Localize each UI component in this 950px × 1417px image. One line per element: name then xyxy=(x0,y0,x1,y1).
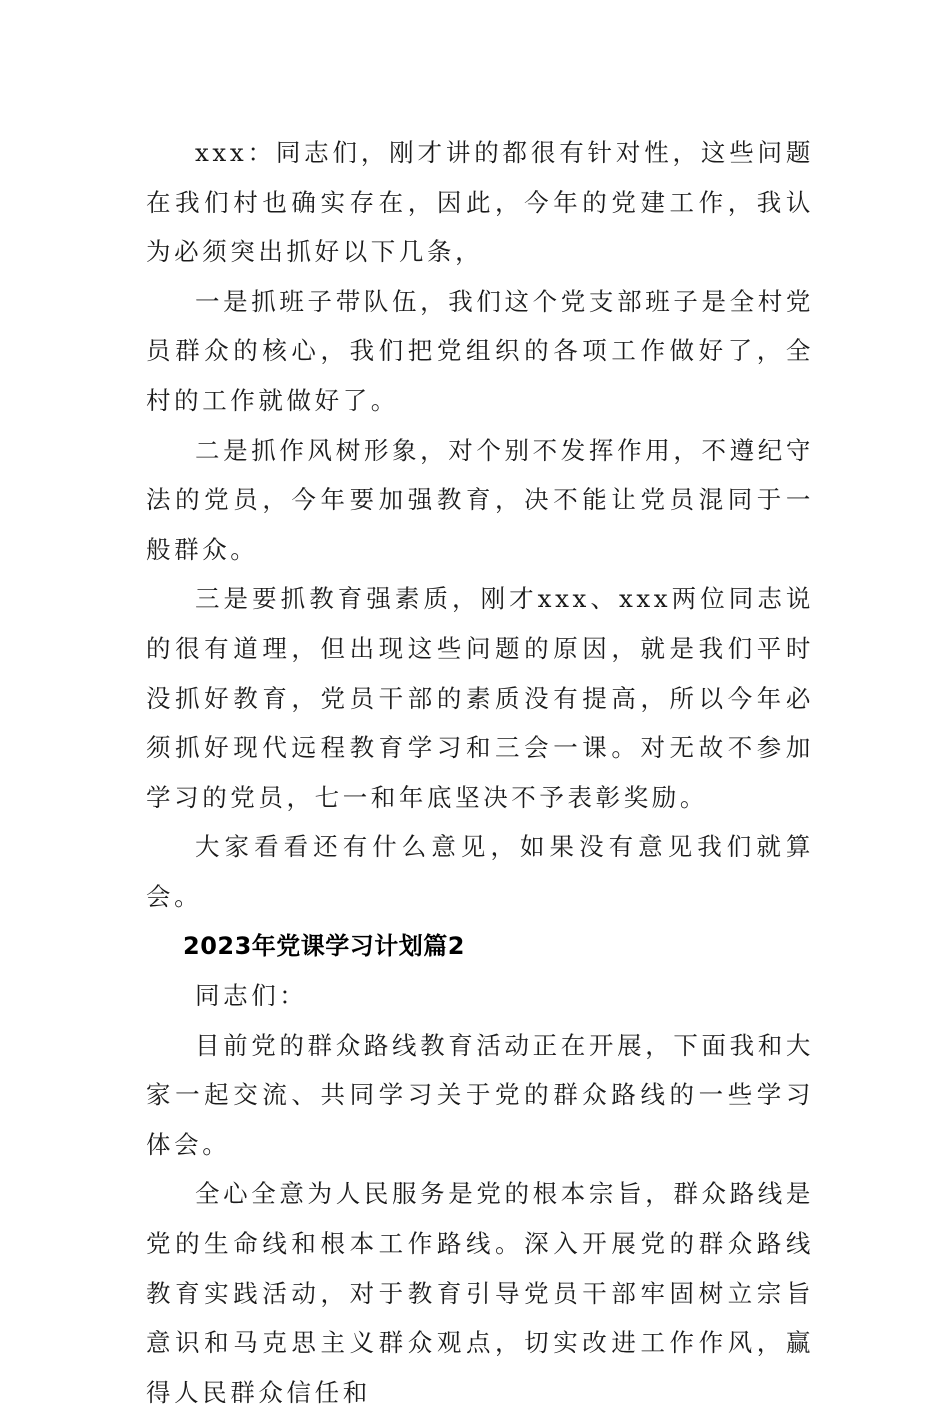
paragraph-salutation: 同志们： xyxy=(195,981,308,1011)
paragraph-closing: 大家看看还有什么意见，如果没有意见我们就算会。 xyxy=(146,832,814,911)
paragraph-purpose: 全心全意为人民服务是党的根本宗旨，群众路线是党的生命线和根本工作路线。深入开展党的群众路线教育实践活动，对于教育引导党员干部牢固树立宗旨意识和马克思主义群众观点，切实改进工作作风，赢得人民群众信任和 xyxy=(146,1179,814,1407)
paragraph-opening: 目前党的群众路线教育活动正在开展，下面我和大家一起交流、共同学习关于党的群众路线的一些学习体会。 xyxy=(146,1030,814,1159)
paragraph-point-two: 二是抓作风树形象，对个别不发挥作用，不遵纪守法的党员，今年要加强教育，决不能让党员混同于一般群众。 xyxy=(146,435,814,564)
paragraph-speech-intro: xxx：同志们，刚才讲的都很有针对性，这些问题在我们村也确实存在，因此，今年的党建工作，我认为必须突出抓好以下几条， xyxy=(146,138,814,267)
paragraph-point-three: 三是要抓教育强素质，刚才xxx、xxx两位同志说的很有道理，但出现这些问题的原因，就是我们平时没抓好教育，党员干部的素质没有提高，所以今年必须抓好现代远程教育学习和三会一课。对无故不参加学习的党员，七一和年底坚决不予表彰奖励。 xyxy=(146,584,814,812)
document-body xyxy=(146,128,814,1417)
section-heading: 2023年党课学习计划篇2 xyxy=(183,931,465,960)
paragraph-point-one: 一是抓班子带队伍，我们这个党支部班子是全村党员群众的核心，我们把党组织的各项工作做好了，全村的工作就做好了。 xyxy=(146,286,814,415)
